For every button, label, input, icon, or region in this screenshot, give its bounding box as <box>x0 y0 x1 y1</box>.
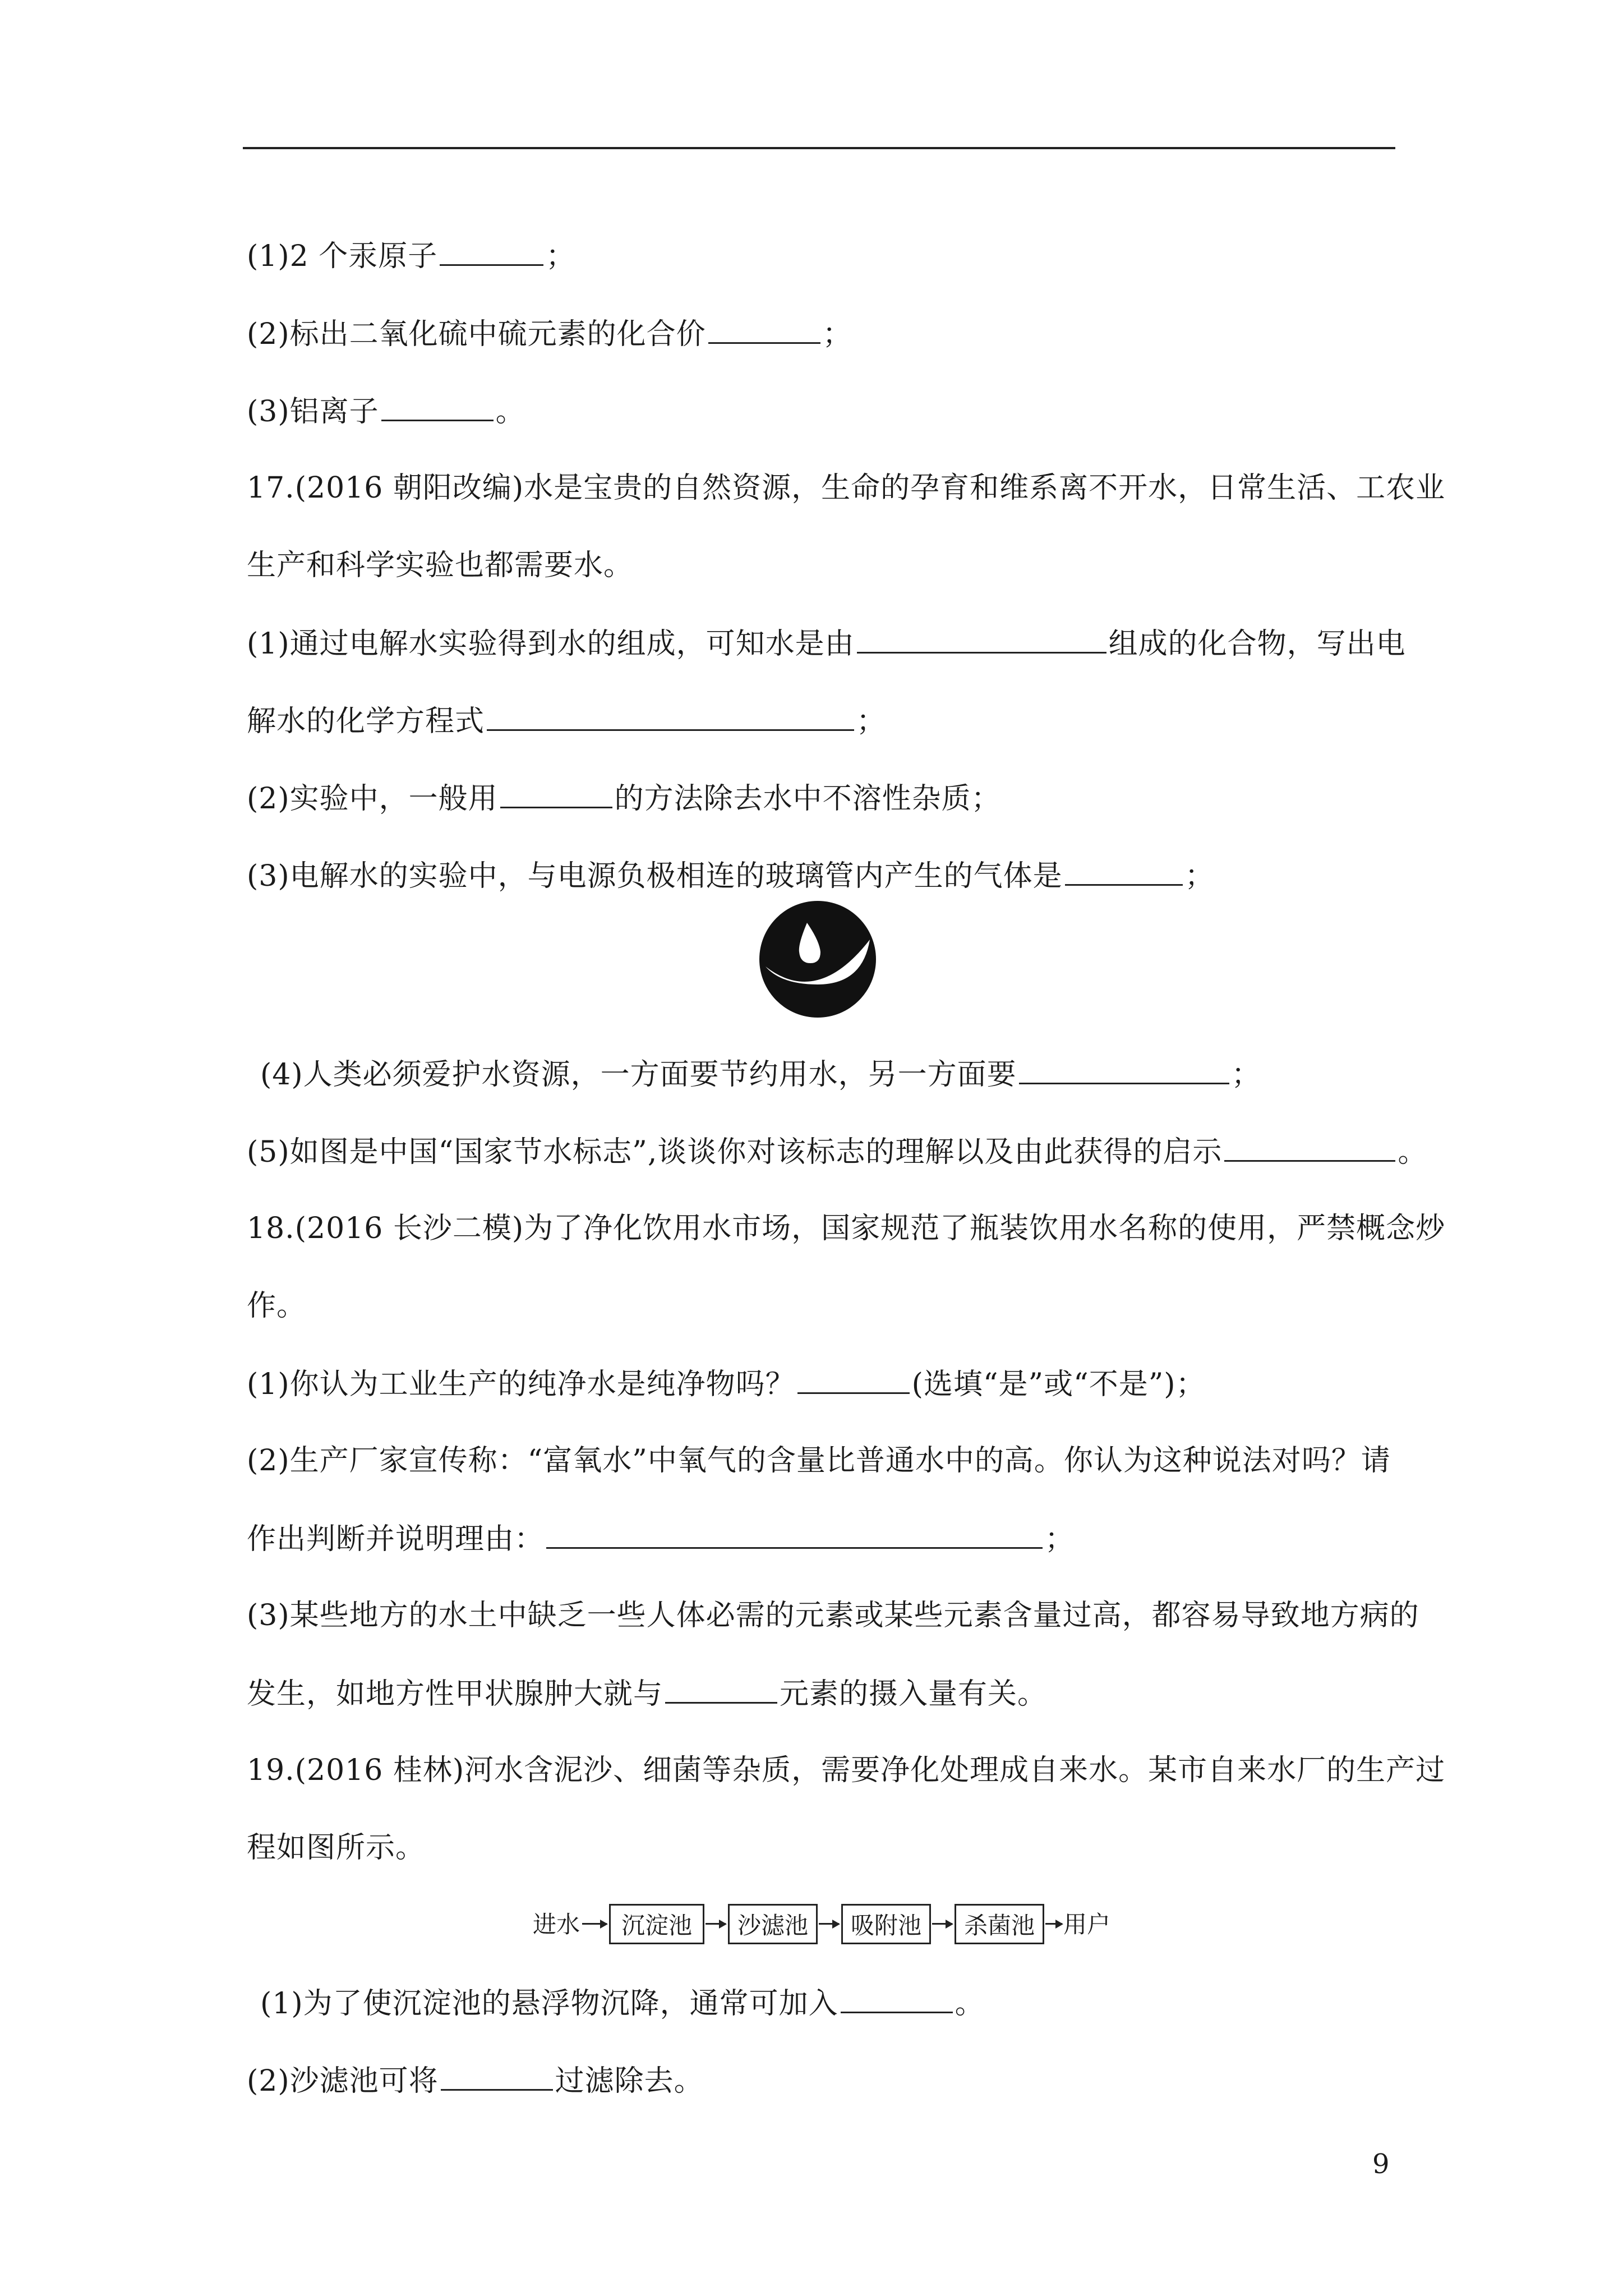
answer-blank[interactable] <box>381 394 494 421</box>
header-rule <box>243 147 1395 149</box>
answer-blank[interactable] <box>1019 1057 1229 1084</box>
answer-blank[interactable] <box>441 2063 553 2091</box>
flow-arrow <box>932 1923 952 1925</box>
question-18-stem: 18.(2016 长沙二模)为了净化饮用水市场，国家规范了瓶装饮用水名称的使用，严禁概念炒 <box>247 1212 1446 1245</box>
question-19-2: (2)沙滤池可将 过滤除去。 <box>247 2064 704 2098</box>
answer-blank[interactable] <box>1065 858 1183 886</box>
water-treatment-flow-diagram <box>533 1896 1111 1952</box>
flow-arrow <box>1045 1923 1062 1925</box>
answer-blank[interactable] <box>708 316 820 344</box>
flow-step-disinfection: 杀菌池 <box>955 1904 1044 1944</box>
question-18-2-cont: 作出判断并说明理由： ； <box>247 1522 1075 1556</box>
water-saving-logo-icon <box>759 900 877 1018</box>
flow-arrow <box>582 1923 607 1925</box>
answer-blank[interactable] <box>797 1366 910 1394</box>
question-17-4: (4)人类必须爱护水资源，一方面要节约用水，另一方面要 ； <box>260 1058 1261 1092</box>
question-18-3-cont: 发生，如地方性甲状腺肿大就与 元素的摄入量有关。 <box>247 1677 1048 1711</box>
flow-end-label: 用户 <box>1063 1911 1111 1938</box>
answer-blank[interactable] <box>1224 1134 1395 1162</box>
question-19-1: (1)为了使沉淀池的悬浮物沉降，通常可加入 。 <box>260 1987 985 2021</box>
question-17-1: (1)通过电解水实验得到水的组成，可知水是由 组成的化合物，写出电 <box>247 627 1406 661</box>
question-16-3: (3)铝离子 。 <box>247 395 525 429</box>
question-19-stem: 19.(2016 桂林)河水含泥沙、细菌等杂质，需要净化处理成自来水。某市自来水厂的生产过 <box>247 1754 1446 1787</box>
flow-start-label: 进水 <box>533 1911 580 1938</box>
question-18-3: (3)某些地方的水土中缺乏一些人体必需的元素或某些元素含量过高，都容易导致地方病的 <box>247 1599 1419 1632</box>
flow-step-sand-filter: 沙滤池 <box>728 1904 818 1944</box>
question-16-2: (2)标出二氧化硫中硫元素的化合价 ； <box>247 318 852 351</box>
question-17-2: (2)实验中，一般用 的方法除去水中不溶性杂质； <box>247 782 1001 816</box>
answer-blank[interactable] <box>487 703 854 731</box>
answer-blank[interactable] <box>841 1986 953 2013</box>
question-17-stem-cont: 生产和科学实验也都需要水。 <box>247 549 634 582</box>
question-18-1: (1)你认为工业生产的纯净水是纯净物吗？ (选填“是”或“不是”)； <box>247 1368 1206 1401</box>
question-19-stem-cont: 程如图所示。 <box>247 1831 426 1865</box>
question-18-2: (2)生产厂家宣传称：“富氧水”中氧气的含量比普通水中的高。你认为这种说法对吗？请 <box>247 1444 1391 1478</box>
question-17-5: (5)如图是中国“国家节水标志”,谈谈你对该标志的理解以及由此获得的启示 。 <box>247 1135 1428 1169</box>
flow-arrow <box>819 1923 839 1925</box>
question-18-stem-cont: 作。 <box>247 1289 307 1323</box>
flow-step-adsorption: 吸附池 <box>841 1904 931 1944</box>
answer-blank[interactable] <box>440 238 543 266</box>
answer-blank[interactable] <box>500 781 612 808</box>
flow-step-sedimentation: 沉淀池 <box>609 1904 704 1944</box>
question-16-1: (1)2 个汞原子 ； <box>247 240 576 273</box>
answer-blank[interactable] <box>546 1521 1043 1549</box>
question-17-3: (3)电解水的实验中，与电源负极相连的玻璃管内产生的气体是 ； <box>247 859 1215 893</box>
answer-blank[interactable] <box>857 626 1106 654</box>
question-17-1-cont: 解水的化学方程式 ； <box>247 705 887 738</box>
answer-blank[interactable] <box>665 1676 777 1704</box>
page-number: 9 <box>1372 2148 1390 2180</box>
question-17-stem: 17.(2016 朝阳改编)水是宝贵的自然资源，生命的孕育和维系离不开水，日常生活、工农业 <box>247 471 1446 505</box>
flow-arrow <box>706 1923 726 1925</box>
